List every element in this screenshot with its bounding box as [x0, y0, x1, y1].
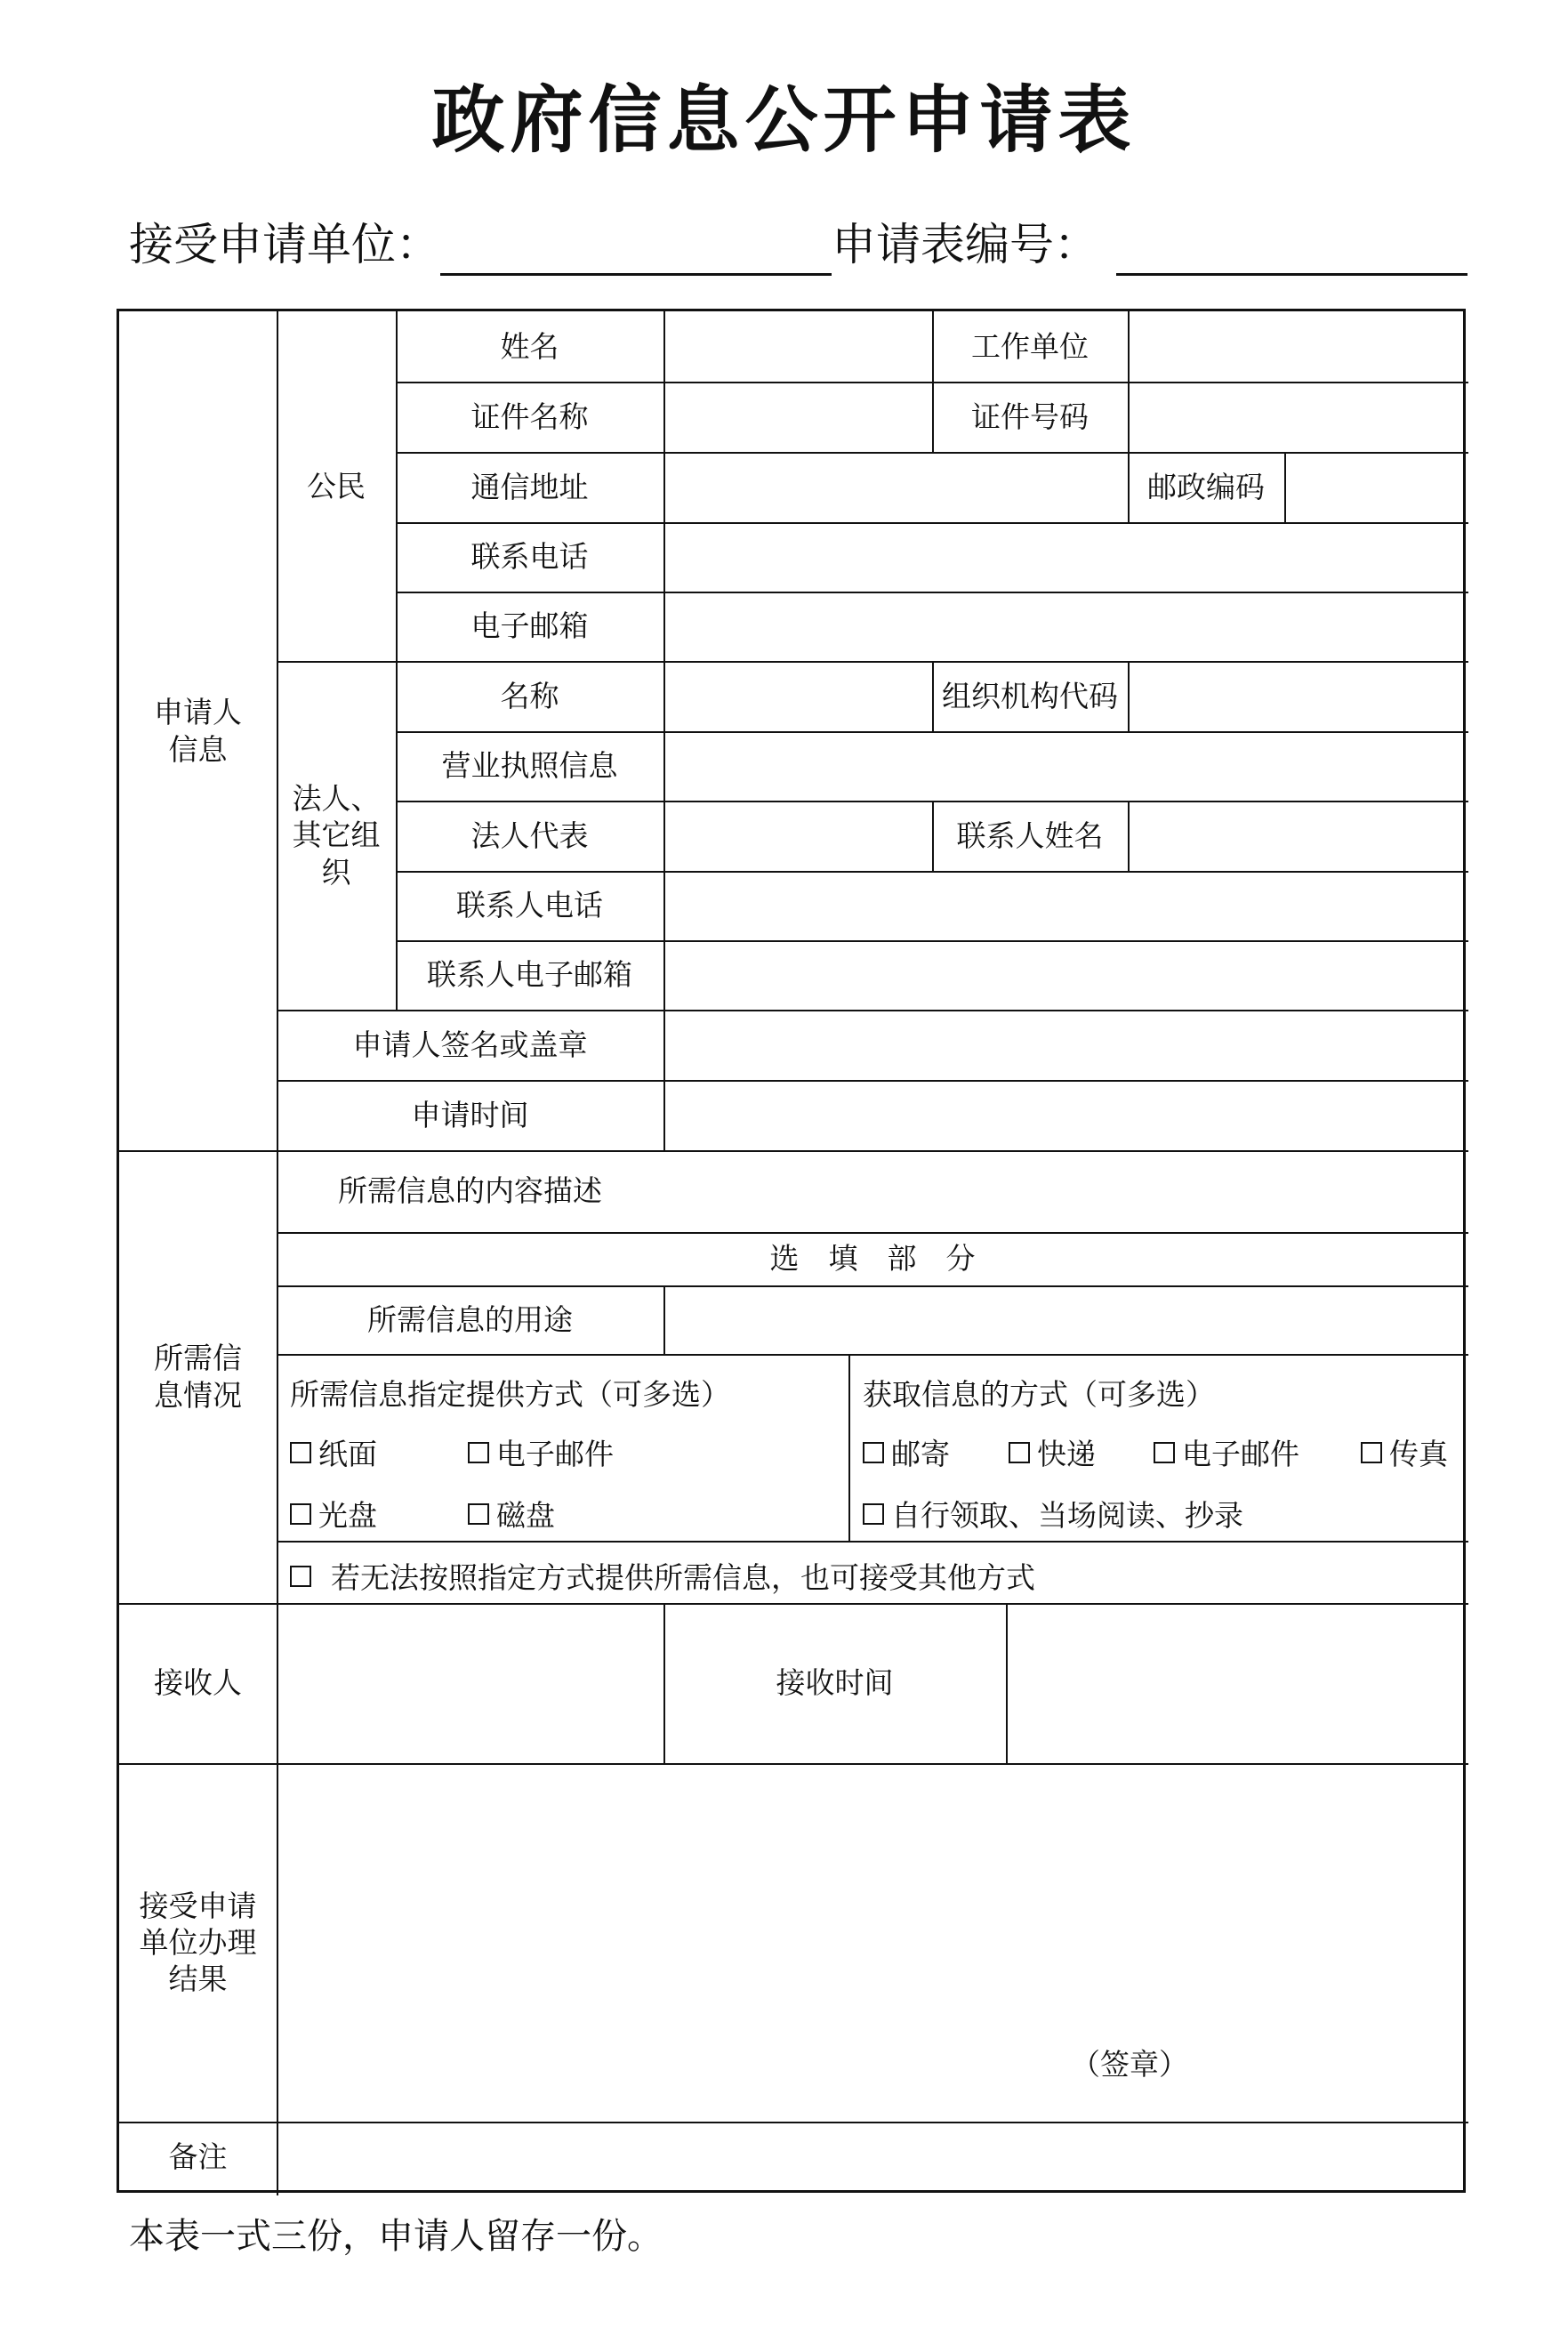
email-label: 电子邮箱	[470, 608, 589, 644]
obtain-method-title: 获取信息的方式（可多选）	[863, 1377, 1215, 1412]
postal-code-field[interactable]	[1284, 452, 1468, 522]
receiver-label: 接收人	[154, 1665, 242, 1701]
org-code-field[interactable]	[1128, 661, 1468, 731]
checkbox-icon	[468, 1442, 489, 1463]
organization-group-label: 法人、其它组织	[292, 781, 381, 890]
checkbox-icon	[290, 1503, 311, 1525]
contact-email-label: 联系人电子邮箱	[427, 957, 632, 993]
phone-field[interactable]	[663, 522, 1468, 592]
phone-label: 联系电话	[470, 539, 589, 575]
purpose-label: 所需信息的用途	[367, 1301, 573, 1337]
optional-section-header: 选 填 部 分	[769, 1241, 976, 1277]
form-number-label: 申请表编号：	[832, 219, 1098, 270]
result-label: 接受申请单位办理结果	[139, 1888, 257, 1997]
provide-method-title: 所需信息指定提供方式（可多选）	[290, 1377, 730, 1412]
page-title: 政府信息公开申请表	[431, 77, 1137, 163]
obtain-option-fax[interactable]: 传真	[1361, 1431, 1448, 1473]
signature-label: 申请人签名或盖章	[352, 1027, 588, 1062]
checkbox-icon	[863, 1503, 884, 1525]
org-name-field[interactable]	[663, 661, 932, 731]
checkbox-icon	[468, 1503, 489, 1525]
address-field[interactable]	[663, 452, 1128, 522]
receiver-field[interactable]	[277, 1603, 663, 1763]
info-section-label: 所需信息情况	[154, 1341, 242, 1413]
work-unit-label: 工作单位	[971, 328, 1089, 364]
provide-option-cd[interactable]: 光盘	[290, 1493, 377, 1535]
org-name-label: 名称	[500, 678, 559, 713]
email-field[interactable]	[663, 592, 1468, 661]
checkbox-icon	[1009, 1442, 1030, 1463]
remarks-label: 备注	[168, 2139, 228, 2175]
remarks-field[interactable]	[277, 2122, 1468, 2193]
legal-rep-label: 法人代表	[470, 818, 589, 853]
id-type-label: 证件名称	[470, 399, 589, 434]
legal-rep-field[interactable]	[663, 801, 932, 871]
receive-time-label: 接收时间	[776, 1665, 894, 1701]
work-unit-field[interactable]	[1128, 311, 1468, 382]
description-label: 所需信息的内容描述	[338, 1173, 602, 1209]
form-number-field[interactable]	[1116, 222, 1467, 276]
obtain-option-email[interactable]: 电子邮件	[1154, 1431, 1299, 1473]
id-number-field[interactable]	[1128, 382, 1468, 452]
obtain-option-mail[interactable]: 邮寄	[863, 1431, 950, 1473]
seal-label: （签章）	[1071, 2047, 1188, 2082]
purpose-field[interactable]	[663, 1285, 1468, 1354]
checkbox-icon	[1154, 1442, 1175, 1463]
receiving-unit-field[interactable]	[440, 222, 832, 276]
apply-time-field[interactable]	[663, 1080, 1468, 1150]
checkbox-icon	[290, 1442, 311, 1463]
contact-email-field[interactable]	[663, 940, 1468, 1010]
description-field[interactable]	[663, 1150, 1468, 1232]
signature-field[interactable]	[663, 1010, 1468, 1080]
contact-phone-field[interactable]	[663, 871, 1468, 940]
license-info-label: 营业执照信息	[441, 748, 618, 784]
provide-option-email[interactable]: 电子邮件	[468, 1431, 614, 1473]
contact-phone-label: 联系人电话	[456, 888, 603, 923]
citizen-group-label: 公民	[307, 468, 366, 503]
checkbox-icon	[1361, 1442, 1382, 1463]
receiving-unit-label: 接受申请单位：	[129, 219, 440, 270]
obtain-option-express[interactable]: 快递	[1009, 1431, 1096, 1473]
provide-option-disk[interactable]: 磁盘	[468, 1493, 555, 1535]
application-form	[117, 309, 1466, 2193]
address-label: 通信地址	[470, 469, 589, 504]
apply-time-label: 申请时间	[411, 1097, 529, 1132]
applicant-section-label: 申请人信息	[154, 695, 242, 767]
license-info-field[interactable]	[663, 731, 1468, 801]
id-number-label: 证件号码	[971, 399, 1089, 434]
checkbox-icon	[863, 1442, 884, 1463]
receive-time-field[interactable]	[1006, 1603, 1468, 1763]
footer-note: 本表一式三份，申请人留存一份。	[129, 2216, 663, 2257]
other-method-option[interactable]: 若无法按照指定方式提供所需信息，也可接受其他方式	[290, 1555, 1035, 1597]
form-header	[129, 213, 1467, 276]
id-type-field[interactable]	[663, 382, 932, 452]
name-label: 姓名	[500, 328, 559, 364]
checkbox-icon	[290, 1566, 311, 1587]
result-field[interactable]	[277, 1763, 1468, 2122]
name-field[interactable]	[663, 311, 932, 382]
contact-name-label: 联系人姓名	[956, 818, 1104, 853]
org-code-label: 组织机构代码	[942, 678, 1118, 713]
contact-name-field[interactable]	[1128, 801, 1468, 871]
postal-code-label: 邮政编码	[1147, 469, 1265, 504]
obtain-option-self-pickup[interactable]: 自行领取、当场阅读、抄录	[863, 1493, 1243, 1535]
provide-option-paper[interactable]: 纸面	[290, 1431, 377, 1473]
